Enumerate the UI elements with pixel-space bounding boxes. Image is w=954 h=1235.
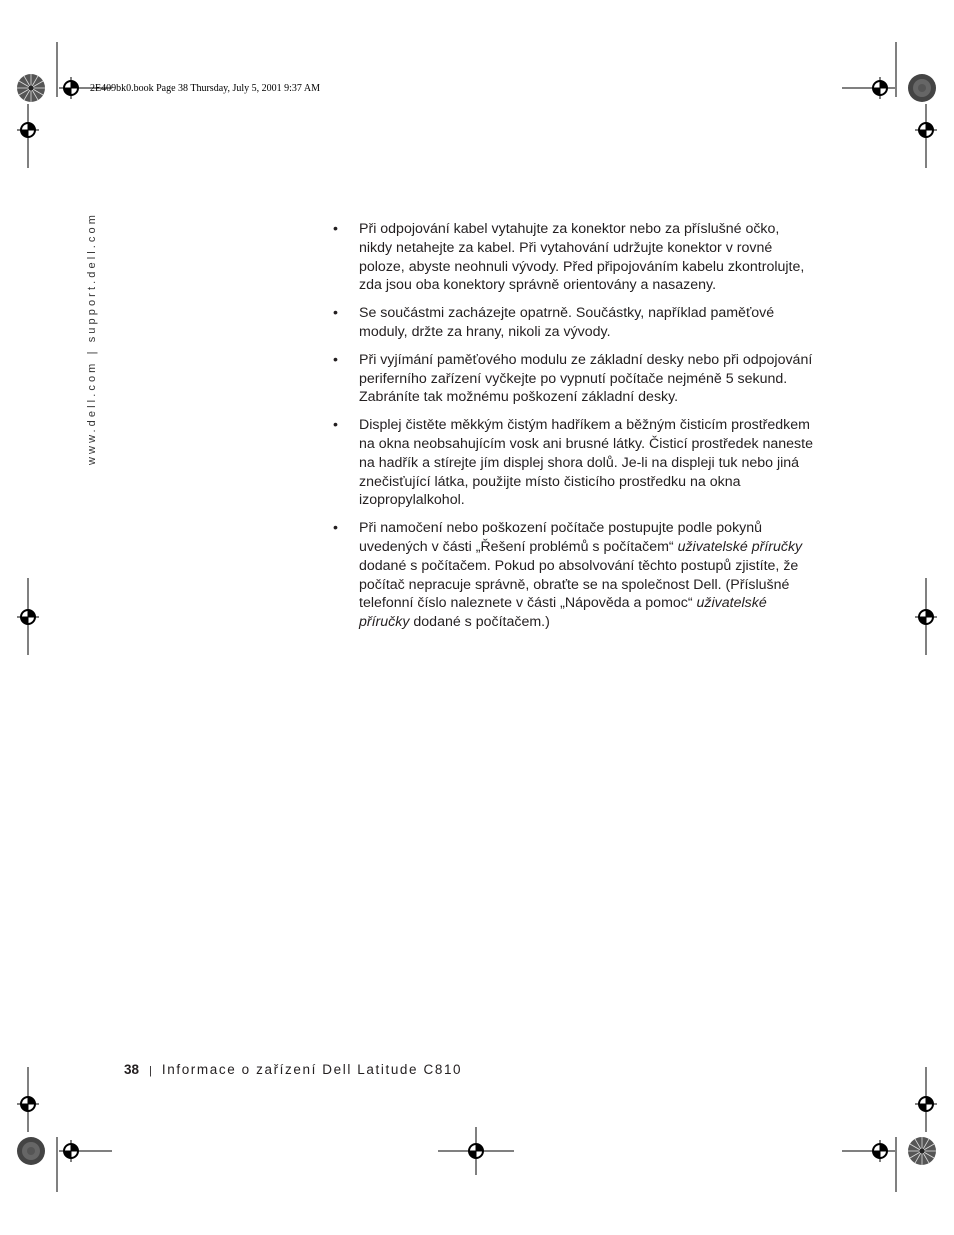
bullet-marker: •: [333, 221, 338, 237]
bullet-marker: •: [333, 417, 338, 434]
list-item-text: [359, 519, 813, 632]
text-segment: Displej čistěte měkkým čistým hadříkem a běžným čisticím prostředkem na okna neobsahujícím vosk ani brusné látky. Čisticí prostředek naneste na hadřík a stírejte jím displej shora dolů. Je-li na displeji tuk nebo jiná znečisťující látka, použijte místo čisticího prostředku na okna izopropylalkohol.: [359, 417, 813, 509]
text-segment: Při vyjímání paměťového modulu ze základní desky nebo při odpojování periferního zařízení vyčkejte po vypnutí počítače nejméně 5 sekund. Zabráníte tak možnému poškození základní desky.: [359, 351, 813, 406]
list-item-text: [359, 351, 813, 407]
text-segment: dodané s počítačem. Pokud po absolvování těchto postupů zjistíte, že počítač nepracuje správně, obraťte se na společnost Dell. (Příslušné telefonní číslo naleznete v části „Nápověda a pomoc“: [359, 557, 799, 612]
list-item: [333, 220, 813, 295]
footer-separator: |: [149, 1065, 152, 1077]
bullet-marker: •: [333, 305, 338, 322]
list-item: [333, 416, 813, 510]
list-item: [333, 304, 813, 342]
text-segment: Při odpojování kabel vytahujte za konektor nebo za příslušné očko, nikdy netahejte za kabel. Při vytahování udržujte konektor v rovné poloze, abyste neohnuli vývody. Před připojováním kabelu zkontrolujte, zda jsou oba konektory správně orientovány a nasazeny.: [359, 221, 805, 294]
list-item: [333, 351, 813, 407]
page-footer: [124, 1062, 462, 1077]
text-segment: Při namočení nebo poškození počítače postupujte podle pokynů uvedených v části „Řešení problémů s počítačem“: [359, 520, 763, 555]
italic-reference: uživatelské příručky: [359, 595, 767, 631]
side-url: www.dell.com | support.dell.com: [86, 211, 98, 465]
text-segment: Se součástmi zacházejte opatrně. Součástky, například paměťové moduly, držte za hrany, nikoli za vývody.: [359, 305, 775, 340]
italic-reference: uživatelské příručky: [677, 538, 803, 555]
footer-title: Informace o zařízení Dell Latitude C810: [161, 1062, 463, 1077]
text-segment: dodané s počítačem.): [409, 614, 550, 631]
list-item: [333, 519, 813, 632]
list-item-text: [359, 304, 813, 342]
list-item-text: [359, 220, 813, 295]
page-number: 38: [124, 1062, 140, 1077]
bullet-marker: •: [333, 520, 338, 537]
list-item-text: [359, 416, 813, 510]
bullet-marker: •: [333, 351, 338, 368]
bullet-list: [333, 220, 813, 641]
print-header: 2E409bk0.book Page 38 Thursday, July 5, 2001 9:37 AM: [90, 83, 320, 94]
